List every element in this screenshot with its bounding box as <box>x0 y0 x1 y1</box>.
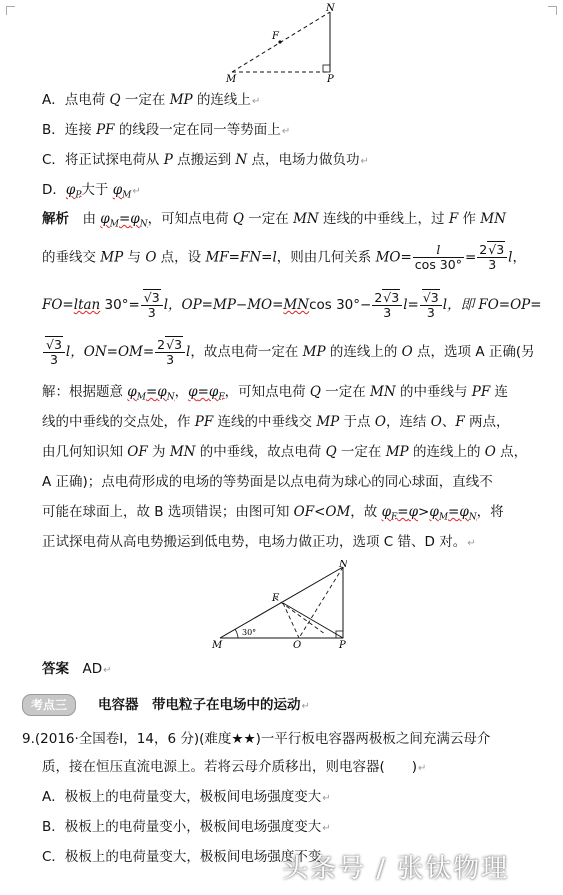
label-n: N <box>326 3 335 14</box>
label-p: P <box>339 640 346 651</box>
label-p: P <box>327 74 334 84</box>
question-9-line-1: 9.(2016·全国卷Ⅰ，14，6 分)(难度★★)一平行板电容器两极板之间充满云母介 <box>22 731 491 747</box>
solution-line-1: 解析 由 $\varphi_M=\varphi_N$，可知点电荷 Q 一定在 MN 连线的中垂线上，过 F 作 MN <box>42 211 506 230</box>
page-corner-mark <box>548 6 557 15</box>
watermark: 头条号 / 张钛物理 <box>282 854 510 884</box>
label-n: N <box>339 560 348 570</box>
solution-line-7: 由几何知识知 OF 为 MN 的中垂线，故点电荷 Q 一定在 MP 的连线上的 O 点， <box>42 444 528 460</box>
option-c: C．将正试探电荷从 P 点搬运到 N 点，电场力做负功↵ <box>42 152 369 168</box>
figure-triangle-mnp-solution <box>205 560 355 652</box>
page-corner-mark <box>6 6 15 15</box>
solution-line-2: 的垂线交 MP 与 O 点，设 MF=FN=l，则由几何关系 MO= $\frac{l}{\cos 30^\circ}$ = $\frac{2√ 3}{3}$ l， <box>42 243 526 272</box>
solution-line-5: 解：根据题意 $\varphi_M=\varphi_N$，$\varphi=\varphi_F$，可知点电荷 Q 一定在 MN 的中垂线与 PF 连 <box>42 384 509 403</box>
option-b: B．连接 PF 的线段一定在同一等势面上↵ <box>42 122 291 138</box>
option-a: A．点电荷 Q 一定在 MP 的连线上↵ <box>42 92 261 108</box>
label-o: O <box>293 640 302 651</box>
label-angle: 30° <box>242 628 257 637</box>
label-f: F <box>272 593 279 604</box>
solution-line-8: A 正确)；点电荷形成的电场的等势面是以点电荷为球心的同心球面，直线不 <box>42 474 493 490</box>
label-m: M <box>212 640 223 651</box>
question-9-option-c: C．极板上的电荷量变大，极板间电场强度不变 <box>42 849 322 865</box>
label-m: M <box>226 74 237 84</box>
option-d: D．$\varphi_P$大于 $\varphi_M↵$ <box>42 182 141 201</box>
solution-line-9: 可能在球面上，故 B 选项错误；由图可知 OF<OM，故 $\varphi_F=\varphi>\varphi_M=\varphi_N$，将 <box>42 504 504 523</box>
question-9-option-b: B．极板上的电荷量变小，极板间电场强度变大↵ <box>42 819 331 835</box>
answer: 答案 AD↵ <box>42 661 112 677</box>
solution-line-10: 正试探电荷从高电势搬运到低电势，电场力做正功，选项 C 错、D 对。↵ <box>42 534 476 550</box>
label-f: F <box>272 31 279 42</box>
section-badge: 考点三 <box>22 694 76 716</box>
solution-line-3: FO=ltan 30°= √ $\frac{3}{3}$ l，OP=MP−MO=MNcos 30°− $\frac{2√ 3}{3}$ l= √ $\frac{3}{3}$ l，即 FO=OP= <box>42 290 542 320</box>
solution-line-4: √ $\frac{3}{3}$ l，ON=OM= $\frac{2√ 3}{3}$ l，故点电荷一定在 MP 的连线上的 O 点，选项 A 正确(另 <box>42 337 535 367</box>
question-9-line-2: 质，接在恒压直流电源上。若将云母介质移出，则电容器( )↵ <box>42 759 427 775</box>
figure-triangle-mnp <box>220 2 350 84</box>
section-heading: 考点三 电容器 带电粒子在电场中的运动↵ <box>22 694 310 716</box>
question-9-option-a: A．极板上的电荷量变大，极板间电场强度变大↵ <box>42 789 331 805</box>
solution-line-6: 线的中垂线的交点处，作 PF 连线的中垂线交 MP 于点 O，连结 O、F 两点， <box>42 414 510 430</box>
